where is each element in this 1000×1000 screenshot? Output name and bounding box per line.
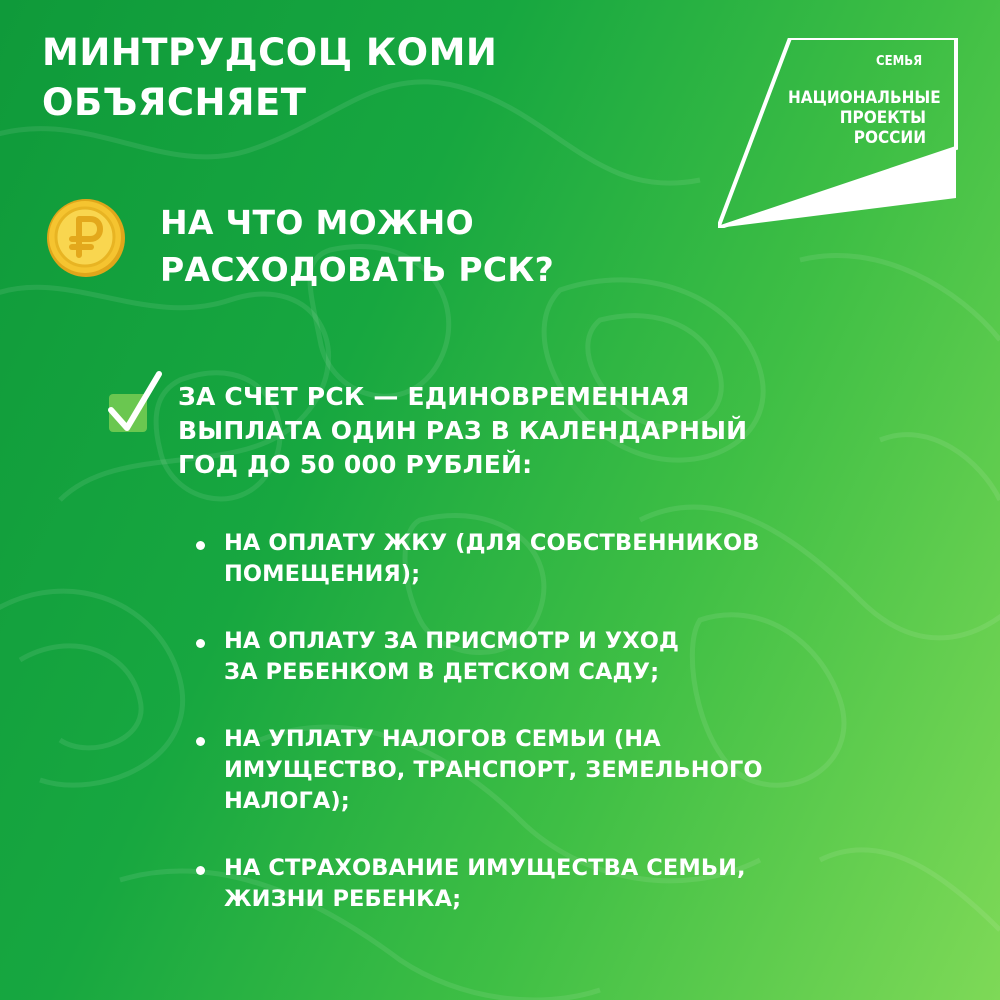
logo-line: РОССИИ [853,128,926,148]
list-item-line: ПОМЕЩЕНИЯ); [224,561,421,587]
list-item-line: НА СТРАХОВАНИЕ ИМУЩЕСТВА СЕМЬИ, [224,855,746,881]
list-item-line: НА ОПЛАТУ ЗА ПРИСМОТР И УХОД [224,628,680,654]
national-projects-logo [718,38,958,228]
list-item [196,724,763,817]
bullet-icon [196,541,205,550]
bullet-icon [196,866,205,875]
question-line: НА ЧТО МОЖНО [160,203,474,242]
bullet-icon [196,737,205,746]
page-title-line: МИНТРУДСОЦ КОМИ [42,31,498,74]
logo-line: ПРОЕКТЫ [839,108,926,128]
logo-line: НАЦИОНАЛЬНЫЕ [788,88,941,108]
list-item [196,528,763,590]
list-item-line: ЗА РЕБЕНКОМ В ДЕТСКОМ САДУ; [224,659,660,685]
page-title [42,28,497,128]
intro-line: ЗА СЧЕТ РСК — ЕДИНОВРЕМЕННАЯ [178,382,690,411]
intro-line: ВЫПЛАТА ОДИН РАЗ В КАЛЕНДАРНЫЙ [178,416,748,445]
question-heading [160,199,554,293]
list-item [196,853,763,915]
bullet-icon [196,639,205,648]
list-item-line: ЖИЗНИ РЕБЕНКА; [224,886,462,912]
list-item-line: ИМУЩЕСТВО, ТРАНСПОРТ, ЗЕМЕЛЬНОГО [224,757,763,783]
list-item [196,626,763,688]
page-title-line: ОБЪЯСНЯЕТ [42,81,307,124]
ruble-coin-icon [45,197,127,279]
logo-family-label: СЕМЬЯ [876,54,923,69]
logo-national-projects-text [788,88,941,148]
list-item-line: НА ОПЛАТУ ЖКУ (ДЛЯ СОБСТВЕННИКОВ [224,530,760,556]
expense-list [196,528,763,951]
intro-text [178,380,747,482]
list-item-line: НАЛОГА); [224,788,350,814]
list-item-line: НА УПЛАТУ НАЛОГОВ СЕМЬИ (НА [224,726,661,752]
intro-line: ГОД ДО 50 000 РУБЛЕЙ: [178,450,533,479]
checkmark-icon [103,370,163,436]
question-line: РАСХОДОВАТЬ РСК? [160,250,555,289]
